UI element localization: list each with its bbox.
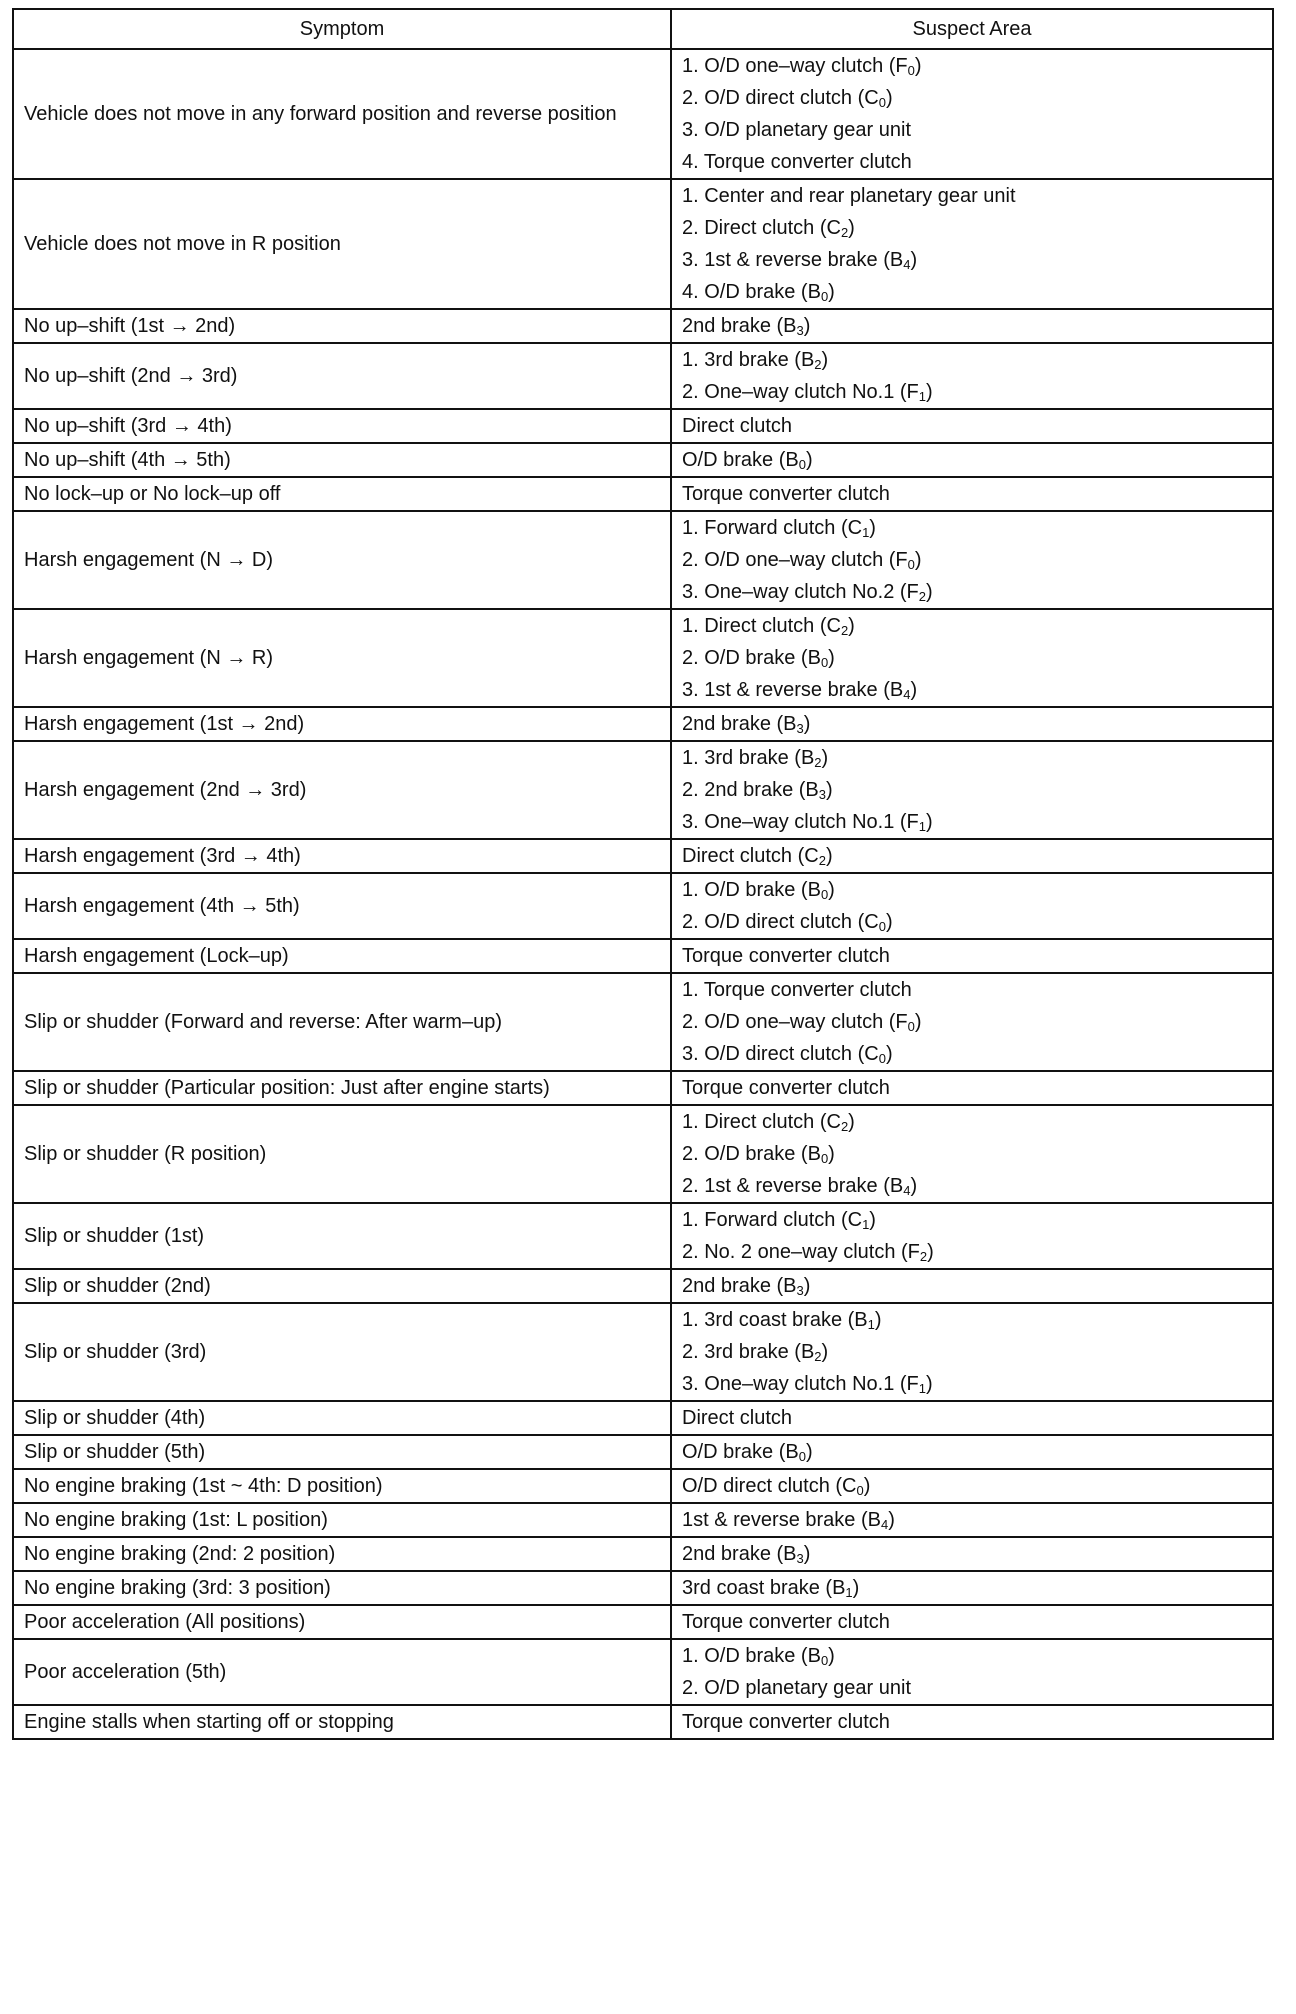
suspect-text-tail: )	[805, 449, 813, 471]
suspect-text-tail: )	[914, 1011, 922, 1033]
symptom-cell: No engine braking (3rd: 3 position)	[13, 1571, 671, 1605]
suspect-subscript: 0	[907, 63, 915, 78]
table-row	[13, 839, 1273, 873]
suspect-subscript: 1	[918, 389, 927, 404]
symptom-cell: Harsh engagement (3rd → 4th)	[13, 839, 671, 873]
symptom-cell: Harsh engagement (4th → 5th)	[13, 873, 671, 939]
suspect-text-tail: )	[825, 845, 833, 867]
symptom-cell: Harsh engagement (2nd → 3rd)	[13, 741, 671, 839]
suspect-text: 3. O/D planetary gear unit	[682, 119, 912, 141]
suspect-item	[682, 146, 1262, 178]
table-row	[13, 511, 1273, 609]
table-row	[13, 343, 1273, 409]
table-row	[13, 1435, 1273, 1469]
suspect-item	[682, 1672, 1262, 1704]
suspect-text: Torque converter clutch	[682, 1077, 890, 1099]
suspect-text: Torque converter clutch	[682, 945, 890, 967]
suspect-item	[682, 1336, 1262, 1368]
suspect-text: Direct clutch	[682, 1407, 793, 1429]
suspect-item	[682, 1640, 1262, 1672]
suspect-text-tail: )	[914, 549, 922, 571]
suspect-text: O/D direct clutch (C	[682, 1475, 857, 1497]
suspect-item	[682, 1106, 1262, 1138]
suspect-text-tail: )	[869, 1209, 876, 1231]
suspect-text-tail: )	[803, 315, 811, 337]
suspect-item	[682, 1572, 1262, 1604]
suspect-item	[682, 642, 1262, 674]
table-row	[13, 741, 1273, 839]
suspect-text: 1. Direct clutch (C	[682, 615, 841, 637]
suspect-text: 2. No. 2 one–way clutch (F	[682, 1241, 920, 1263]
suspect-text-tail: )	[910, 249, 918, 271]
suspect-text-tail: )	[914, 55, 922, 77]
suspect-text-tail: )	[805, 1441, 813, 1463]
suspect-item	[682, 244, 1262, 276]
suspect-text-tail: )	[803, 1543, 811, 1565]
suspect-item	[682, 1236, 1262, 1268]
suspect-text: 2. One–way clutch No.1 (F	[682, 381, 919, 403]
suspect-item	[682, 344, 1262, 376]
suspect-area-cell	[671, 1571, 1273, 1605]
suspect-subscript: 2	[918, 589, 927, 604]
suspect-area-cell	[671, 443, 1273, 477]
suspect-subscript: 2	[919, 1249, 928, 1264]
suspect-item	[682, 1270, 1262, 1302]
symptom-cell: No engine braking (2nd: 2 position)	[13, 1537, 671, 1571]
suspect-subscript: 2	[840, 623, 849, 638]
suspect-subscript: 0	[820, 1151, 829, 1166]
suspect-area-cell	[671, 1469, 1273, 1503]
suspect-text: 1. Forward clutch (C	[682, 1209, 863, 1231]
suspect-subscript: 3	[796, 1551, 804, 1566]
suspect-item	[682, 544, 1262, 576]
suspect-area-cell	[671, 609, 1273, 707]
suspect-subscript: 0	[878, 919, 886, 934]
suspect-text-tail: )	[885, 911, 893, 933]
suspect-area-cell	[671, 1435, 1273, 1469]
table-row	[13, 1105, 1273, 1203]
suspect-item	[682, 1470, 1262, 1502]
suspect-area-cell	[671, 1105, 1273, 1203]
suspect-item	[682, 376, 1262, 408]
suspect-subscript: 0	[820, 655, 829, 670]
suspect-item	[682, 1038, 1262, 1070]
suspect-text: 2. O/D direct clutch (C	[682, 87, 879, 109]
symptom-cell: Slip or shudder (Forward and reverse: After warm–up)	[13, 973, 671, 1071]
suspect-text: 3. O/D direct clutch (C	[682, 1043, 879, 1065]
symptom-cell: Slip or shudder (5th)	[13, 1435, 671, 1469]
table-row	[13, 939, 1273, 973]
table-row	[13, 973, 1273, 1071]
suspect-subscript: 3	[796, 1283, 804, 1298]
suspect-item	[682, 1436, 1262, 1468]
suspect-text-tail: )	[803, 713, 811, 735]
suspect-text-tail: )	[885, 87, 893, 109]
suspect-text: 1. O/D brake (B	[682, 1645, 821, 1667]
suspect-text: 1. O/D one–way clutch (F	[682, 55, 908, 77]
symptom-cell: Slip or shudder (3rd)	[13, 1303, 671, 1401]
suspect-item	[682, 1538, 1262, 1570]
symptom-cell: Vehicle does not move in R position	[13, 179, 671, 309]
suspect-text: 3. One–way clutch No.2 (F	[682, 581, 919, 603]
suspect-item	[682, 1170, 1262, 1202]
symptom-suspect-table	[12, 8, 1274, 1740]
suspect-text: Direct clutch (C	[682, 845, 819, 867]
suspect-item	[682, 444, 1262, 476]
suspect-item	[682, 906, 1262, 938]
suspect-subscript: 4	[903, 257, 911, 272]
suspect-text: 1st & reverse brake (B	[682, 1509, 881, 1531]
suspect-subscript: 0	[798, 457, 806, 472]
table-row	[13, 309, 1273, 343]
symptom-cell: No up–shift (2nd → 3rd)	[13, 343, 671, 409]
suspect-text: 4. Torque converter clutch	[682, 151, 912, 173]
suspect-text: O/D brake (B	[682, 449, 799, 471]
suspect-area-cell	[671, 707, 1273, 741]
suspect-area-cell	[671, 49, 1273, 179]
suspect-text: Torque converter clutch	[682, 1611, 890, 1633]
suspect-text-tail: )	[927, 1241, 934, 1263]
table-body	[13, 49, 1273, 1739]
suspect-text-tail: )	[926, 1373, 933, 1395]
suspect-item	[682, 940, 1262, 972]
table-row	[13, 609, 1273, 707]
symptom-cell: No up–shift (4th → 5th)	[13, 443, 671, 477]
suspect-text-tail: )	[828, 281, 835, 303]
suspect-text-tail: )	[885, 1043, 893, 1065]
suspect-item	[682, 874, 1262, 906]
suspect-text: 2. Direct clutch (C	[682, 217, 841, 239]
suspect-subscript: 0	[820, 1653, 829, 1668]
table-row	[13, 1639, 1273, 1705]
suspect-text-tail: )	[926, 381, 933, 403]
suspect-text: 1. Torque converter clutch	[682, 979, 912, 1001]
suspect-subscript: 1	[845, 1585, 853, 1600]
suspect-item	[682, 180, 1262, 212]
suspect-text-tail: )	[852, 1577, 860, 1599]
symptom-cell: Harsh engagement (Lock–up)	[13, 939, 671, 973]
suspect-text: 1. 3rd brake (B	[682, 747, 815, 769]
suspect-text: 2nd brake (B	[682, 713, 797, 735]
symptom-cell: Slip or shudder (Particular position: Just after engine starts)	[13, 1071, 671, 1105]
suspect-text: 1. Direct clutch (C	[682, 1111, 841, 1133]
suspect-area-cell	[671, 1503, 1273, 1537]
suspect-text: 4. O/D brake (B	[682, 281, 821, 303]
table-row	[13, 1537, 1273, 1571]
suspect-area-cell	[671, 1071, 1273, 1105]
suspect-area-cell	[671, 741, 1273, 839]
suspect-text: 3. One–way clutch No.1 (F	[682, 811, 919, 833]
suspect-area-cell	[671, 839, 1273, 873]
suspect-text-tail: )	[828, 1645, 835, 1667]
suspect-text: 3rd coast brake (B	[682, 1577, 846, 1599]
table-row	[13, 1071, 1273, 1105]
suspect-item	[682, 610, 1262, 642]
suspect-text: 2nd brake (B	[682, 315, 797, 337]
suspect-subscript: 2	[840, 1119, 849, 1134]
suspect-subscript: 3	[796, 323, 804, 338]
suspect-area-cell	[671, 477, 1273, 511]
suspect-subscript: 0	[820, 289, 829, 304]
suspect-text-tail: )	[869, 517, 876, 539]
suspect-area-cell	[671, 1705, 1273, 1739]
suspect-text-tail: )	[888, 1509, 895, 1531]
suspect-area-cell	[671, 939, 1273, 973]
suspect-text: 2. O/D one–way clutch (F	[682, 549, 908, 571]
suspect-item	[682, 212, 1262, 244]
suspect-text: 2. O/D one–way clutch (F	[682, 1011, 908, 1033]
suspect-text-tail: )	[828, 879, 835, 901]
suspect-subscript: 0	[907, 557, 915, 572]
suspect-item	[682, 50, 1262, 82]
table-row	[13, 1203, 1273, 1269]
suspect-text: 2. O/D direct clutch (C	[682, 911, 879, 933]
suspect-area-cell	[671, 1303, 1273, 1401]
suspect-text-tail: )	[848, 217, 855, 239]
suspect-item	[682, 1504, 1262, 1536]
suspect-subscript: 0	[798, 1449, 806, 1464]
suspect-text-tail: )	[926, 811, 933, 833]
suspect-text: 3. 1st & reverse brake (B	[682, 249, 904, 271]
suspect-text: 1. O/D brake (B	[682, 879, 821, 901]
symptom-cell: No engine braking (1st ~ 4th: D position)	[13, 1469, 671, 1503]
suspect-area-cell	[671, 1269, 1273, 1303]
suspect-subscript: 3	[818, 787, 826, 802]
suspect-area-cell	[671, 1203, 1273, 1269]
suspect-text: 2. O/D brake (B	[682, 1143, 821, 1165]
suspect-text-tail: )	[803, 1275, 811, 1297]
suspect-text-tail: )	[821, 747, 829, 769]
table-row	[13, 1571, 1273, 1605]
symptom-cell: No up–shift (3rd → 4th)	[13, 409, 671, 443]
suspect-area-cell	[671, 1605, 1273, 1639]
suspect-text: 3. One–way clutch No.1 (F	[682, 1373, 919, 1395]
suspect-text-tail: )	[848, 615, 855, 637]
suspect-area-cell	[671, 179, 1273, 309]
table-row	[13, 179, 1273, 309]
suspect-item	[682, 806, 1262, 838]
suspect-text-tail: )	[828, 647, 835, 669]
suspect-item	[682, 512, 1262, 544]
symptom-cell: Poor acceleration (5th)	[13, 1639, 671, 1705]
suspect-area-column-header: Suspect Area	[671, 9, 1273, 49]
suspect-subscript: 0	[907, 1019, 915, 1034]
suspect-text: 2nd brake (B	[682, 1275, 797, 1297]
suspect-text-tail: )	[828, 1143, 835, 1165]
symptom-cell: Slip or shudder (1st)	[13, 1203, 671, 1269]
suspect-area-cell	[671, 973, 1273, 1071]
suspect-text: 2nd brake (B	[682, 1543, 797, 1565]
suspect-item	[682, 114, 1262, 146]
suspect-text: 1. Center and rear planetary gear unit	[682, 185, 1016, 207]
suspect-area-cell	[671, 1537, 1273, 1571]
suspect-text-tail: )	[848, 1111, 855, 1133]
suspect-item	[682, 1606, 1262, 1638]
suspect-subscript: 2	[840, 225, 849, 240]
suspect-text: Torque converter clutch	[682, 1711, 890, 1733]
suspect-text: 2. 1st & reverse brake (B	[682, 1175, 904, 1197]
table-row	[13, 477, 1273, 511]
suspect-area-cell	[671, 873, 1273, 939]
table-row	[13, 1303, 1273, 1401]
suspect-item	[682, 708, 1262, 740]
suspect-subscript: 1	[918, 819, 927, 834]
table-row	[13, 1401, 1273, 1435]
suspect-text-tail: )	[863, 1475, 871, 1497]
table-row	[13, 1503, 1273, 1537]
suspect-text: 2. O/D planetary gear unit	[682, 1677, 912, 1699]
suspect-item	[682, 674, 1262, 706]
symptom-cell: Vehicle does not move in any forward position and reverse position	[13, 49, 671, 179]
suspect-text: 1. Forward clutch (C	[682, 517, 863, 539]
suspect-item	[682, 774, 1262, 806]
symptom-cell: Slip or shudder (2nd)	[13, 1269, 671, 1303]
suspect-text-tail: )	[874, 1309, 882, 1331]
table-row	[13, 707, 1273, 741]
symptom-cell: No up–shift (1st → 2nd)	[13, 309, 671, 343]
symptom-cell: No lock–up or No lock–up off	[13, 477, 671, 511]
suspect-item	[682, 1204, 1262, 1236]
suspect-subscript: 1	[862, 1217, 870, 1232]
suspect-item	[682, 840, 1262, 872]
symptom-cell: Harsh engagement (N → D)	[13, 511, 671, 609]
table-row	[13, 873, 1273, 939]
table-row	[13, 49, 1273, 179]
suspect-area-cell	[671, 309, 1273, 343]
suspect-item	[682, 1706, 1262, 1738]
table-row	[13, 409, 1273, 443]
table-row	[13, 1605, 1273, 1639]
suspect-subscript: 4	[903, 1183, 911, 1198]
suspect-subscript: 1	[867, 1317, 875, 1332]
suspect-subscript: 2	[814, 1349, 822, 1364]
suspect-subscript: 4	[903, 687, 911, 702]
troubleshooting-table-container	[12, 8, 1272, 1740]
suspect-subscript: 2	[818, 853, 826, 868]
symptom-cell: No engine braking (1st: L position)	[13, 1503, 671, 1537]
suspect-item	[682, 310, 1262, 342]
suspect-text: O/D brake (B	[682, 1441, 799, 1463]
suspect-item	[682, 576, 1262, 608]
suspect-item	[682, 82, 1262, 114]
table-row	[13, 1269, 1273, 1303]
suspect-area-cell	[671, 1639, 1273, 1705]
symptom-cell: Harsh engagement (1st → 2nd)	[13, 707, 671, 741]
symptom-column-header: Symptom	[13, 9, 671, 49]
suspect-text: 3. 1st & reverse brake (B	[682, 679, 904, 701]
symptom-cell: Slip or shudder (R position)	[13, 1105, 671, 1203]
suspect-item	[682, 478, 1262, 510]
suspect-subscript: 1	[862, 525, 870, 540]
symptom-cell: Slip or shudder (4th)	[13, 1401, 671, 1435]
suspect-item	[682, 1368, 1262, 1400]
suspect-item	[682, 276, 1262, 308]
suspect-text-tail: )	[821, 349, 829, 371]
suspect-item	[682, 1304, 1262, 1336]
suspect-subscript: 2	[814, 755, 822, 770]
suspect-item	[682, 1006, 1262, 1038]
suspect-area-cell	[671, 343, 1273, 409]
table-row	[13, 443, 1273, 477]
symptom-cell: Engine stalls when starting off or stopping	[13, 1705, 671, 1739]
suspect-subscript: 0	[878, 1051, 886, 1066]
symptom-cell: Poor acceleration (All positions)	[13, 1605, 671, 1639]
suspect-text-tail: )	[825, 779, 833, 801]
suspect-item	[682, 1138, 1262, 1170]
table-header-row	[13, 9, 1273, 49]
suspect-item	[682, 1072, 1262, 1104]
suspect-subscript: 1	[918, 1381, 927, 1396]
suspect-text-tail: )	[821, 1341, 829, 1363]
suspect-text: 1. 3rd coast brake (B	[682, 1309, 868, 1331]
symptom-cell: Harsh engagement (N → R)	[13, 609, 671, 707]
table-row	[13, 1469, 1273, 1503]
suspect-text: 2. 3rd brake (B	[682, 1341, 815, 1363]
suspect-text-tail: )	[910, 679, 918, 701]
suspect-subscript: 2	[814, 357, 822, 372]
suspect-item	[682, 974, 1262, 1006]
suspect-item	[682, 1402, 1262, 1434]
suspect-subscript: 0	[878, 95, 886, 110]
suspect-text-tail: )	[910, 1175, 918, 1197]
suspect-area-cell	[671, 1401, 1273, 1435]
suspect-area-cell	[671, 511, 1273, 609]
suspect-item	[682, 742, 1262, 774]
suspect-item	[682, 410, 1262, 442]
suspect-subscript: 4	[880, 1517, 889, 1532]
suspect-text: Torque converter clutch	[682, 483, 890, 505]
suspect-area-cell	[671, 409, 1273, 443]
suspect-text: 1. 3rd brake (B	[682, 349, 815, 371]
table-row	[13, 1705, 1273, 1739]
suspect-subscript: 0	[820, 887, 829, 902]
suspect-subscript: 0	[856, 1483, 864, 1498]
suspect-text: 2. 2nd brake (B	[682, 779, 819, 801]
suspect-text: 2. O/D brake (B	[682, 647, 821, 669]
suspect-text: Direct clutch	[682, 415, 793, 437]
suspect-text-tail: )	[926, 581, 933, 603]
suspect-subscript: 3	[796, 721, 804, 736]
